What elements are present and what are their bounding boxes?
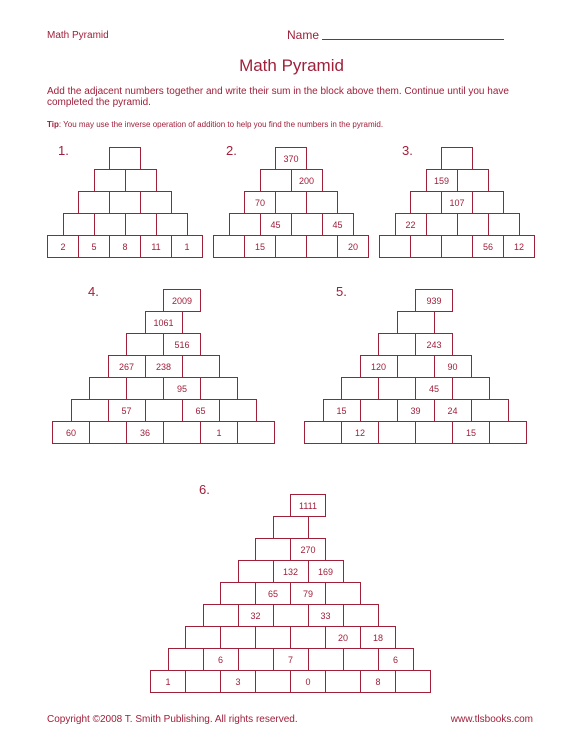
pyramid-4-cell[interactable] (89, 377, 127, 400)
pyramid-6-cell: 33 (308, 604, 344, 627)
pyramid-6-cell: 1 (150, 670, 186, 693)
pyramid-6-cell: 7 (273, 648, 309, 671)
pyramid-1-cell[interactable] (156, 213, 188, 236)
header-title: Math Pyramid (47, 30, 109, 41)
pyramid-6-cell[interactable] (325, 670, 361, 693)
pyramid-4-cell[interactable] (237, 421, 275, 444)
pyramid-6-cell[interactable] (325, 582, 361, 605)
instructions: Add the adjacent numbers together and write their sum in the block above them. Continue until you have completed the pyramid. (47, 86, 509, 108)
pyramid-3-cell: 12 (503, 235, 535, 258)
tip-label: Tip (47, 120, 59, 129)
pyramid-label-2: 2. (226, 143, 237, 158)
pyramid-1-cell: 11 (140, 235, 172, 258)
pyramid-4-cell: 36 (126, 421, 164, 444)
pyramid-6-cell: 132 (273, 560, 309, 583)
pyramid-6-cell[interactable] (290, 626, 326, 649)
pyramid-6-cell[interactable] (168, 648, 204, 671)
pyramid-6-cell: 32 (238, 604, 274, 627)
tip-text: : You may use the inverse operation of addition to help you find the numbers in the pyramid. (58, 120, 384, 129)
pyramid-3-cell[interactable] (410, 235, 442, 258)
pyramid-4-cell[interactable] (89, 421, 127, 444)
pyramid-6-cell[interactable] (185, 626, 221, 649)
pyramid-2-cell[interactable] (291, 213, 323, 236)
pyramid-2-cell[interactable] (306, 235, 338, 258)
pyramid-5-cell: 12 (341, 421, 379, 444)
pyramid-5-cell: 15 (323, 399, 361, 422)
footer-website: www.tlsbooks.com (450, 714, 533, 725)
pyramid-1-cell[interactable] (109, 191, 141, 214)
pyramid-2-cell[interactable] (260, 169, 292, 192)
pyramid-3-cell: 56 (472, 235, 504, 258)
pyramid-label-3: 3. (402, 143, 413, 158)
pyramid-5-cell[interactable] (471, 399, 509, 422)
pyramid-4-cell: 1 (200, 421, 238, 444)
pyramid-3-cell[interactable] (410, 191, 442, 214)
pyramid-6-cell[interactable] (308, 648, 344, 671)
name-line[interactable] (322, 39, 504, 40)
pyramid-3-cell: 107 (441, 191, 473, 214)
pyramid-2-cell: 200 (291, 169, 323, 192)
pyramid-3-cell: 22 (395, 213, 427, 236)
pyramid-6-cell: 20 (325, 626, 361, 649)
pyramid-5-cell: 24 (434, 399, 472, 422)
pyramid-6-cell[interactable] (343, 648, 379, 671)
pyramid-1-cell[interactable] (94, 169, 126, 192)
pyramid-6-cell[interactable] (220, 626, 256, 649)
pyramid-4-cell[interactable] (71, 399, 109, 422)
pyramid-2-cell[interactable] (213, 235, 245, 258)
pyramid-5-cell[interactable] (397, 355, 435, 378)
pyramid-5-cell[interactable] (378, 421, 416, 444)
pyramid-3-cell[interactable] (472, 191, 504, 214)
pyramid-6-cell: 8 (360, 670, 396, 693)
pyramid-6-cell: 0 (290, 670, 326, 693)
pyramid-3-cell[interactable] (441, 147, 473, 170)
pyramid-4-cell[interactable] (145, 399, 183, 422)
pyramid-2-cell: 20 (337, 235, 369, 258)
pyramid-6-cell: 6 (378, 648, 414, 671)
pyramid-4-cell[interactable] (163, 421, 201, 444)
pyramid-2-cell: 15 (244, 235, 276, 258)
pyramid-5-cell[interactable] (378, 333, 416, 356)
footer-copyright: Copyright ©2008 T. Smith Publishing. All rights reserved. (47, 714, 298, 725)
pyramid-5-cell[interactable] (452, 377, 490, 400)
pyramid-5-cell: 939 (415, 289, 453, 312)
pyramid-6-cell: 79 (290, 582, 326, 605)
pyramid-5-cell: 39 (397, 399, 435, 422)
pyramid-2-cell: 370 (275, 147, 307, 170)
pyramid-label-1: 1. (58, 143, 69, 158)
pyramid-label-5: 5. (336, 284, 347, 299)
pyramid-5-cell[interactable] (341, 377, 379, 400)
page-title: Math Pyramid (239, 56, 344, 75)
pyramid-6-cell: 18 (360, 626, 396, 649)
pyramid-1-cell[interactable] (78, 191, 110, 214)
pyramid-4-cell: 60 (52, 421, 90, 444)
pyramid-6-cell[interactable] (220, 582, 256, 605)
pyramid-4-cell: 516 (163, 333, 201, 356)
pyramid-4-cell: 57 (108, 399, 146, 422)
pyramid-6-cell[interactable] (255, 626, 291, 649)
pyramid-2-cell[interactable] (275, 191, 307, 214)
pyramid-6-cell[interactable] (203, 604, 239, 627)
pyramid-5-cell[interactable] (489, 421, 527, 444)
pyramid-6-cell[interactable] (255, 538, 291, 561)
pyramid-6-cell[interactable] (255, 670, 291, 693)
pyramid-1-cell: 5 (78, 235, 110, 258)
tip (47, 120, 547, 129)
pyramid-label-6: 6. (199, 482, 210, 497)
pyramid-1-cell: 1 (171, 235, 203, 258)
pyramid-5-cell: 15 (452, 421, 490, 444)
pyramid-6-cell: 6 (203, 648, 239, 671)
pyramid-6-cell: 65 (255, 582, 291, 605)
pyramid-1-cell: 2 (47, 235, 79, 258)
pyramid-5-cell: 243 (415, 333, 453, 356)
pyramid-5-cell[interactable] (378, 377, 416, 400)
pyramid-4-cell: 1061 (145, 311, 183, 334)
pyramid-6-cell: 1111 (290, 494, 326, 517)
pyramid-2-cell: 45 (322, 213, 354, 236)
pyramid-6-cell: 3 (220, 670, 256, 693)
pyramid-6-cell: 270 (290, 538, 326, 561)
pyramid-4-cell[interactable] (126, 333, 164, 356)
pyramid-6-cell[interactable] (273, 604, 309, 627)
pyramid-4-cell: 65 (182, 399, 220, 422)
pyramid-4-cell: 238 (145, 355, 183, 378)
pyramid-2-cell[interactable] (229, 213, 261, 236)
pyramid-5-cell: 45 (415, 377, 453, 400)
pyramid-1-cell[interactable] (63, 213, 95, 236)
pyramid-4-cell[interactable] (200, 377, 238, 400)
pyramid-label-4: 4. (88, 284, 99, 299)
pyramid-3-cell[interactable] (379, 235, 411, 258)
pyramid-5-cell: 120 (360, 355, 398, 378)
pyramid-5-cell[interactable] (415, 421, 453, 444)
pyramid-3-cell: 159 (426, 169, 458, 192)
pyramid-2-cell: 45 (260, 213, 292, 236)
pyramid-1-cell: 8 (109, 235, 141, 258)
pyramid-3-cell[interactable] (457, 213, 489, 236)
pyramid-6-cell[interactable] (185, 670, 221, 693)
pyramid-3-cell[interactable] (488, 213, 520, 236)
pyramid-1-cell[interactable] (109, 147, 141, 170)
pyramid-4-cell[interactable] (126, 377, 164, 400)
pyramid-2-cell[interactable] (275, 235, 307, 258)
pyramid-5-cell[interactable] (360, 399, 398, 422)
pyramid-4-cell: 2009 (163, 289, 201, 312)
pyramid-1-cell[interactable] (125, 213, 157, 236)
name-label: Name (287, 28, 320, 42)
pyramid-4-cell[interactable] (182, 355, 220, 378)
pyramid-2-cell[interactable] (306, 191, 338, 214)
pyramid-6-cell[interactable] (238, 648, 274, 671)
pyramid-6-cell: 169 (308, 560, 344, 583)
pyramid-2-cell: 70 (244, 191, 276, 214)
pyramid-5-cell[interactable] (304, 421, 342, 444)
pyramid-3-cell[interactable] (426, 213, 458, 236)
pyramid-5-cell[interactable] (397, 311, 435, 334)
pyramid-6-cell[interactable] (273, 516, 309, 539)
pyramid-6-cell[interactable] (343, 604, 379, 627)
pyramid-4-cell: 95 (163, 377, 201, 400)
pyramid-3-cell[interactable] (441, 235, 473, 258)
pyramid-3-cell[interactable] (457, 169, 489, 192)
pyramid-1-cell[interactable] (140, 191, 172, 214)
pyramid-5-cell: 90 (434, 355, 472, 378)
pyramid-6-cell[interactable] (238, 560, 274, 583)
pyramid-4-cell: 267 (108, 355, 146, 378)
pyramid-1-cell[interactable] (125, 169, 157, 192)
pyramid-1-cell[interactable] (94, 213, 126, 236)
pyramid-4-cell[interactable] (219, 399, 257, 422)
pyramid-6-cell[interactable] (395, 670, 431, 693)
